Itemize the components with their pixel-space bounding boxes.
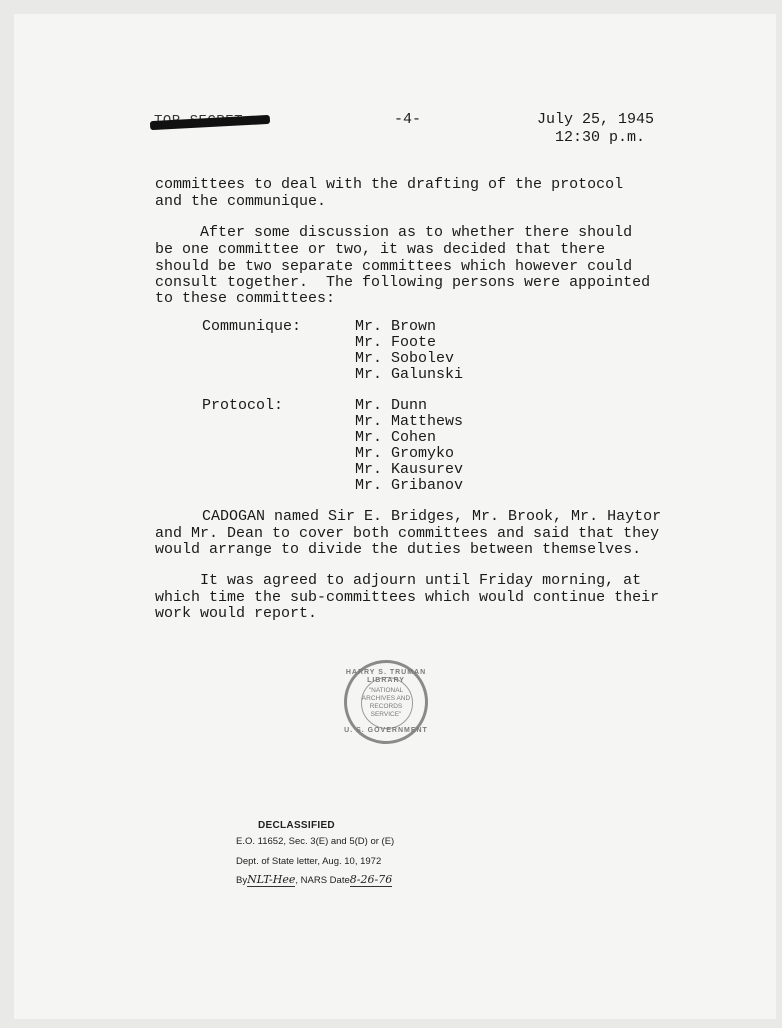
member-name: Mr. Gromyko	[355, 445, 455, 462]
para2-line: consult together. The following persons were appointed	[155, 274, 651, 291]
member-name: Mr. Brown	[355, 318, 437, 335]
member-name: Mr. Foote	[355, 334, 437, 351]
declassified-letter: Dept. of State letter, Aug. 10, 1972	[236, 856, 382, 867]
library-stamp	[344, 660, 428, 744]
document-time: 12:30 p.m.	[555, 129, 646, 146]
member-name: Mr. Gribanov	[355, 477, 464, 494]
declassified-date: 8-26-76	[349, 873, 393, 886]
document-date: July 25, 1945	[537, 111, 655, 128]
declassified-title: DECLASSIFIED	[258, 820, 335, 831]
para3-line: would arrange to divide the duties between themselves.	[155, 541, 642, 558]
classification-marking	[154, 112, 243, 129]
member-name: Mr. Dunn	[355, 397, 428, 414]
para4-line: work would report.	[155, 605, 318, 622]
nars-label: , NARS Date	[295, 875, 350, 886]
member-name: Mr. Kausurev	[355, 461, 464, 478]
para3-line: CADOGAN named Sir E. Bridges, Mr. Brook, Mr. Haytor	[202, 508, 662, 525]
para2-line: After some discussion as to whether there should	[155, 224, 633, 241]
stamp-ring-top: HARRY S. TRUMAN LIBRARY	[345, 669, 427, 684]
para3-line: and Mr. Dean to cover both committees and said that they	[155, 525, 660, 542]
communique-label: Communique:	[202, 318, 302, 335]
member-name: Mr. Galunski	[355, 366, 464, 383]
para4-line: which time the sub-committees which would continue their	[155, 589, 660, 606]
declassified-signature-line	[236, 873, 392, 886]
protocol-members	[355, 398, 463, 494]
stamp-ring-bottom: U. S. GOVERNMENT	[344, 727, 428, 734]
member-name: Mr. Matthews	[355, 413, 464, 430]
para1-line: and the communique.	[155, 193, 327, 210]
communique-members	[355, 319, 463, 383]
declassified-authority: E.O. 11652, Sec. 3(E) and 5(D) or (E)	[236, 836, 395, 847]
para2-line: should be two separate committees which however could	[155, 258, 633, 275]
para1-line: committees to deal with the drafting of the protocol	[155, 176, 624, 193]
para2-line: be one committee or two, it was decided that there	[155, 241, 606, 258]
member-name: Mr. Cohen	[355, 429, 437, 446]
by-label: By	[236, 875, 248, 886]
page-number: -4-	[394, 111, 422, 128]
reviewer-signature: NLT-Hee	[247, 873, 296, 886]
protocol-label: Protocol:	[202, 397, 284, 414]
stamp-center: "NATIONAL ARCHIVES AND RECORDS SERVICE"	[361, 687, 411, 718]
para2-line: to these committees:	[155, 290, 336, 307]
para4-line: It was agreed to adjourn until Friday morning, at	[155, 572, 642, 589]
member-name: Mr. Sobolev	[355, 350, 455, 367]
